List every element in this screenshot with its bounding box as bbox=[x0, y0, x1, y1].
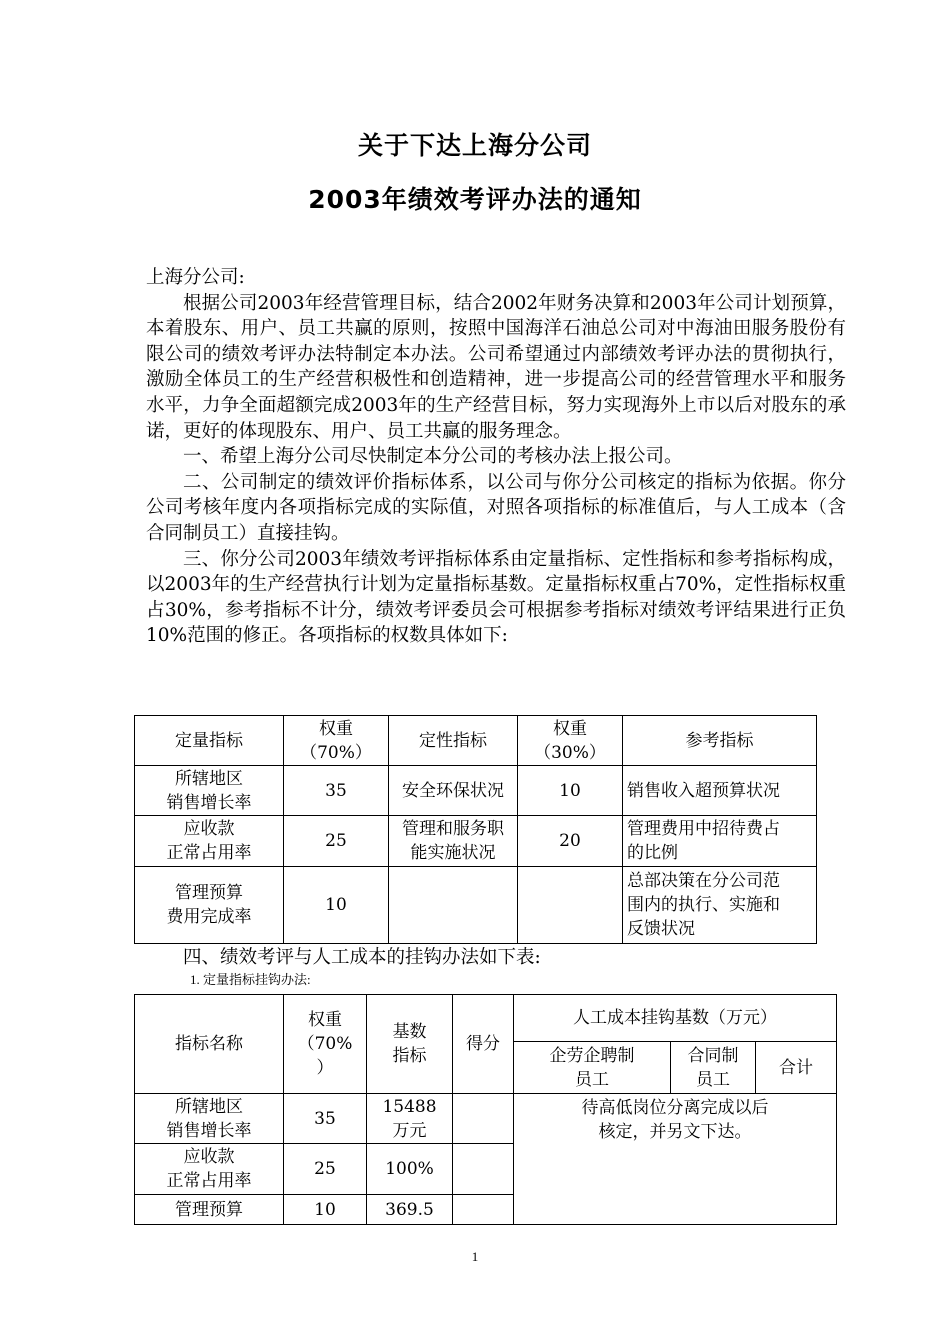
header-cell: 合同制 员工 bbox=[671, 1042, 756, 1094]
table-cell: 25 bbox=[284, 1144, 367, 1195]
table-cell: 10 bbox=[284, 867, 389, 944]
table-cell bbox=[453, 1094, 514, 1144]
table-cell: 所辖地区 销售增长率 bbox=[135, 1094, 284, 1144]
table-row bbox=[135, 766, 817, 816]
table-row bbox=[135, 816, 817, 867]
header-cell: 得分 bbox=[453, 995, 514, 1094]
table-cell: 销售收入超预算状况 bbox=[623, 766, 817, 816]
header-cell: 企劳企聘制 员工 bbox=[514, 1042, 671, 1094]
header-cell: 权重 （70% ） bbox=[284, 995, 367, 1094]
table-cell: 15488 万元 bbox=[367, 1094, 453, 1144]
table-header-row bbox=[135, 716, 817, 766]
table-cell bbox=[453, 1195, 514, 1225]
table-row bbox=[135, 1094, 837, 1144]
header-cell: 基数 指标 bbox=[367, 995, 453, 1094]
cost-linkage-table bbox=[134, 994, 837, 1225]
table-cell: 25 bbox=[284, 816, 389, 867]
table-cell: 10 bbox=[284, 1195, 367, 1225]
table-cell: 35 bbox=[284, 766, 389, 816]
weights-table bbox=[134, 715, 817, 944]
subheading-quantitative: 1. 定量指标挂钩办法: bbox=[190, 972, 311, 987]
table-cell: 管理费用中招待费占 的比例 bbox=[623, 816, 817, 867]
header-cell: 权重 （30%） bbox=[518, 716, 623, 766]
header-cell: 指标名称 bbox=[135, 995, 284, 1094]
paragraph-item-3: 三、你分公司2003年绩效考评指标体系由定量指标、定性指标和参考指标构成，以2003年的生产经营执行计划为定量指标基数。定量指标权重占70%，定性指标权重占30%，参考指标不计分，绩效考评委员会可根据参考指标对绩效考评结果进行正负10%范围的修正。各项指标的权数具体如下: bbox=[146, 548, 846, 647]
table-cell bbox=[389, 867, 518, 944]
paragraph-item-4: 四、绩效考评与人工成本的挂钩办法如下表: bbox=[183, 947, 541, 968]
table-cell: 安全环保状况 bbox=[389, 766, 518, 816]
paragraph-item-2: 二、公司制定的绩效评价指标体系，以公司与你分公司核定的指标为依据。你分公司考核年度内各项指标完成的实际值，对照各项指标的标准值后，与人工成本（含合同制员工）直接挂钩。 bbox=[146, 471, 846, 544]
table-cell: 10 bbox=[518, 766, 623, 816]
table-cell: 应收款 正常占用率 bbox=[135, 1144, 284, 1195]
table-cell: 管理预算 bbox=[135, 1195, 284, 1225]
header-cell: 合计 bbox=[756, 1042, 837, 1094]
table-cell: 20 bbox=[518, 816, 623, 867]
title-line-1: 关于下达上海分公司 bbox=[357, 131, 592, 160]
salutation: 上海分公司: bbox=[146, 267, 245, 288]
table-cell: 所辖地区 销售增长率 bbox=[135, 766, 284, 816]
table-cell: 管理和服务职 能实施状况 bbox=[389, 816, 518, 867]
page-number: 1 bbox=[471, 1249, 479, 1264]
header-cell: 定性指标 bbox=[389, 716, 518, 766]
table-cell: 总部决策在分公司范 围内的执行、实施和 反馈状况 bbox=[623, 867, 817, 944]
table-cell bbox=[518, 867, 623, 944]
table-cell: 应收款 正常占用率 bbox=[135, 816, 284, 867]
table-cell bbox=[453, 1144, 514, 1195]
paragraph-item-1: 一、希望上海分公司尽快制定本分公司的考核办法上报公司。 bbox=[183, 446, 683, 468]
table-cell: 35 bbox=[284, 1094, 367, 1144]
table-row bbox=[135, 867, 817, 944]
header-cell: 参考指标 bbox=[623, 716, 817, 766]
table-cell: 100% bbox=[367, 1144, 453, 1195]
header-cell: 人工成本挂钩基数（万元） bbox=[514, 995, 837, 1042]
header-cell: 权重 （70%） bbox=[284, 716, 389, 766]
title-line-2: 2003年绩效考评办法的通知 bbox=[308, 185, 642, 214]
table-cell: 369.5 bbox=[367, 1195, 453, 1225]
table-header-row bbox=[135, 995, 837, 1042]
pending-note: 待高低岗位分离完成以后 核定，并另文下达。 bbox=[514, 1094, 837, 1225]
document-body bbox=[146, 265, 846, 649]
header-cell: 定量指标 bbox=[135, 716, 284, 766]
paragraph-intro: 根据公司2003年经营管理目标，结合2002年财务决算和2003年公司计划预算，本着股东、用户、员工共赢的原则，按照中国海洋石油总公司对中海油田服务股份有限公司的绩效考评办法特制定本办法。公司希望通过内部绩效考评办法的贯彻执行，激励全体员工的生产经营积极性和创造精神，进一步提高公司的经营管理水平和服务水平，力争全面超额完成2003年的生产经营目标，努力实现海外上市以后对股东的承诺，更好的体现股东、用户、员工共赢的服务理念。 bbox=[146, 292, 846, 442]
table-cell: 管理预算 费用完成率 bbox=[135, 867, 284, 944]
